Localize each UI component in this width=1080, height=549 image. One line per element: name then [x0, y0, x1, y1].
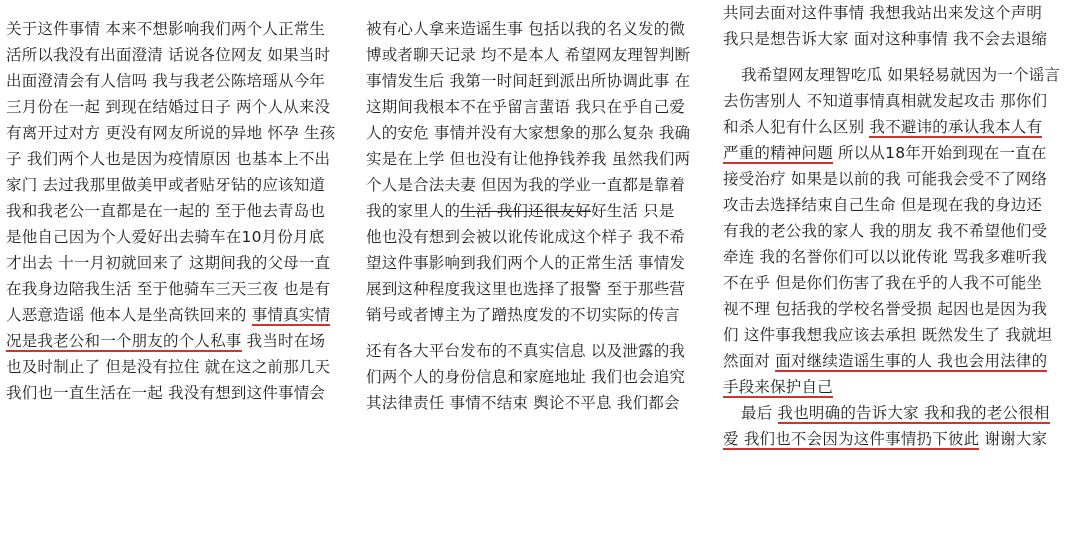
text-line [723, 114, 1076, 140]
text-line [723, 400, 1076, 426]
underlined-text: 我也明确的告诉大家 我和我的老公很相 [777, 404, 1050, 422]
paragraph-gap [366, 328, 709, 338]
text-line: 攻击去选择结束自己生命 但是现在我的身边还 [723, 196, 1043, 214]
text-line: 牵连 我的名誉你们可以以讹传讹 骂我多难听我 [723, 248, 1048, 266]
text-line: 展到这种程度我这里也选择了报警 至于那些营 [366, 280, 686, 298]
text-segment: 我的家里人的 [366, 202, 461, 220]
underlined-text: 爱 我们也不会因为这件事情扔下彼此 [723, 430, 980, 448]
text-line: 我只是想告诉大家 面对这种事情 我不会去退缩 [723, 30, 1048, 48]
text-line: 去伤害别人 不知道事情真相就发起攻击 那你们 [723, 92, 1048, 110]
text-line: 实是在上学 但也没有让他挣钱养我 虽然我们两 [366, 150, 691, 168]
text-line [366, 198, 709, 224]
text-segment: 谢谢大家 [979, 430, 1048, 448]
text-line: 也及时制止了 但是没有拉住 就在这之前那几天 [6, 358, 331, 376]
statement-column-1 [0, 0, 358, 549]
underlined-text: 事情真实情 [251, 306, 331, 324]
text-line: 我和我老公一直都是在一起的 至于他去青岛也 [6, 202, 326, 220]
text-line [723, 374, 1076, 400]
underlined-text: 况是我老公和一个朋友的个人私事 [6, 332, 242, 350]
text-line: 有我的老公我的家人 我的朋友 我不希望他们受 [723, 222, 1048, 240]
text-line: 们两个人的身份信息和家庭地址 我们也会追究 [366, 368, 686, 386]
text-line: 子 我们两个人也是因为疫情原因 也基本上不出 [6, 150, 331, 168]
text-segment: 最后 [741, 404, 778, 422]
text-line: 在我身边陪我生活 至于他骑车三天三夜 也是有 [6, 280, 331, 298]
text-line: 视不理 包括我的学校名誉受损 起因也是因为我 [723, 300, 1048, 318]
text-line [723, 426, 1076, 452]
text-line: 我希望网友理智吃瓜 如果轻易就因为一个谣言 [741, 66, 1061, 84]
text-line [723, 348, 1076, 374]
underlined-text: 面对继续造谣生事的人 我也会用法律的 [775, 352, 1048, 370]
text-line: 出面澄清会有人信吗 我与我老公陈培瑶从今年 [6, 72, 326, 90]
text-segment: 好生活 只是 [590, 202, 675, 220]
text-line: 是他自己因为个人爱好出去骑车在10月份月底 [6, 228, 325, 246]
text-line: 们 这件事我想我应该去承担 既然发生了 我就坦 [723, 326, 1053, 344]
text-segment: 人恶意造谣 他本人是坐高铁回来的 [6, 306, 252, 324]
text-line: 才出去 十一月初就回来了 这期间我的父母一直 [6, 254, 331, 272]
text-segment: 所以从18年开始到现在一直在 [832, 144, 1047, 162]
text-line [6, 302, 352, 328]
text-line [723, 140, 1076, 166]
text-segment: 和杀人犯有什么区别 [723, 118, 870, 136]
text-line: 个人是合法夫妻 但因为我的学业一直都是靠着 [366, 176, 686, 194]
underlined-text: 我不避讳的承认我本人有 [869, 118, 1043, 136]
text-line: 我们也一直生活在一起 我没有想到这件事情会 [6, 384, 326, 402]
text-segment: 我当时在场 [241, 332, 326, 350]
text-line: 其法律责任 事情不结束 舆论不平息 我们都会 [366, 394, 680, 412]
text-segment: 然面对 [723, 352, 776, 370]
text-line: 活所以我没有出面澄清 话说各位网友 如果当时 [6, 46, 331, 64]
text-line: 博或者聊天记录 均不是本人 希望网友理智判断 [366, 46, 691, 64]
underlined-text: 手段来保护自己 [723, 378, 833, 396]
text-line: 人的安危 事情并没有大家想象的那么复杂 我确 [366, 124, 691, 142]
text-line: 接受治疗 如果是以前的我 可能我会受不了网络 [723, 170, 1048, 188]
text-line: 三月份在一起 到现在结婚过日子 两个人从来没 [6, 98, 331, 116]
text-line: 还有各大平台发布的不真实信息 以及泄露的我 [366, 342, 686, 360]
statement-column-3 [717, 0, 1080, 549]
text-line: 事情发生后 我第一时间赶到派出所协调此事 在 [366, 72, 691, 90]
text-line: 被有心人拿来造谣生事 包括以我的名义发的微 [366, 20, 686, 38]
text-line: 关于这件事情 本来不想影响我们两个人正常生 [6, 20, 326, 38]
text-line: 共同去面对这件事情 我想我站出来发这个声明 [723, 4, 1043, 22]
text-line: 不在乎 但是你们伤害了我在乎的人我不可能坐 [723, 274, 1043, 292]
text-line: 有离开过对方 更没有网友所说的异地 怀孕 生孩 [6, 124, 336, 142]
text-line: 望这件事影响到我们两个人的正常生活 事情发 [366, 254, 686, 272]
text-line: 销号或者博主为了蹭热度发的不切实际的传言 [366, 306, 681, 324]
paragraph-gap [723, 52, 1076, 62]
statement-column-2 [360, 0, 715, 549]
text-line: 家门 去过我那里做美甲或者贴牙钻的应该知道 [6, 176, 326, 194]
underlined-text: 严重的精神问题 [723, 144, 833, 162]
struck-text: 生活 我们还很友好 [460, 202, 591, 220]
text-line [6, 328, 352, 354]
text-line: 他也没有想到会被以讹传讹成这个样子 我不希 [366, 228, 686, 246]
text-line: 这期间我根本不在乎留言蜚语 我只在乎自己爱 [366, 98, 686, 116]
